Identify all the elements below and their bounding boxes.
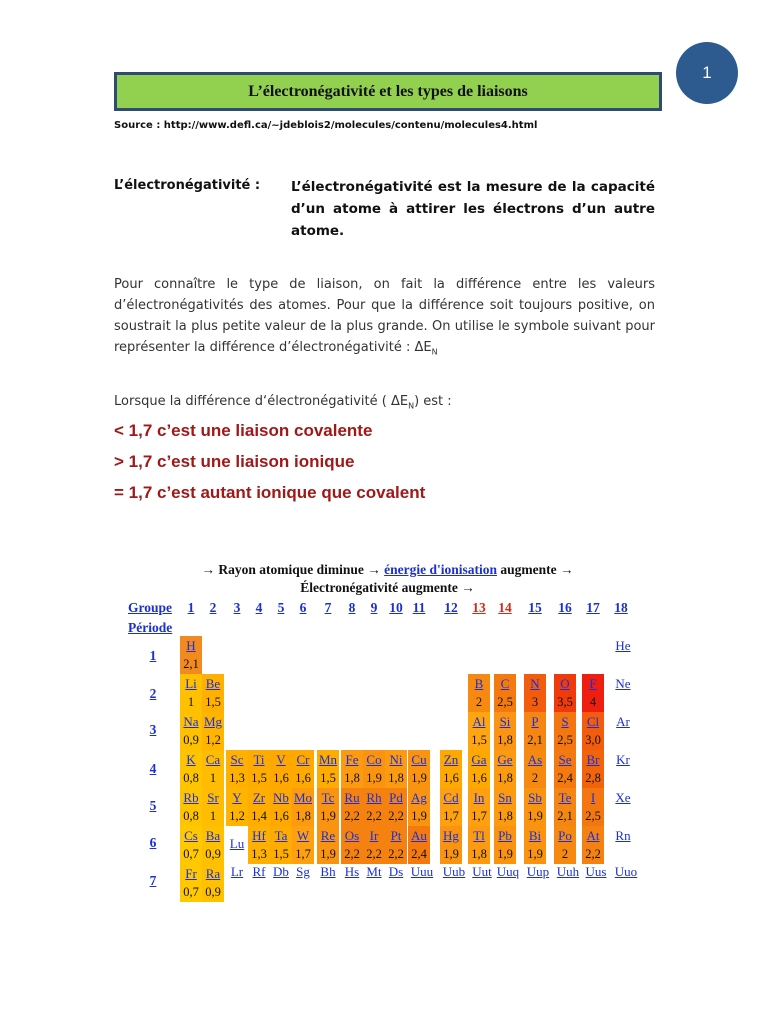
element-symbol[interactable]: Ag	[411, 790, 427, 805]
element-uuo[interactable]: Uuo	[614, 864, 638, 879]
element-symbol[interactable]: Zn	[443, 752, 459, 767]
element-symbol[interactable]: Br	[586, 752, 600, 767]
electronegativity-value: 2,1	[527, 733, 543, 747]
electronegativity-value: 1,8	[388, 771, 404, 785]
element-ru[interactable]	[341, 788, 363, 826]
intro-paragraph	[114, 274, 655, 363]
electronegativity-value: 1,8	[471, 847, 487, 861]
element-ne[interactable]: Ne	[615, 676, 631, 691]
electronegativity-value: 2,2	[388, 809, 404, 823]
element-uub[interactable]: Uub	[442, 864, 466, 879]
element-n[interactable]	[524, 674, 546, 712]
element-k[interactable]	[180, 750, 202, 788]
element-uuq[interactable]: Uuq	[496, 864, 520, 879]
electronegativity-value: 1,7	[471, 809, 487, 823]
element-symbol[interactable]: Li	[185, 676, 197, 691]
electronegativity-value: 1	[187, 695, 195, 709]
electronegativity-value: 1,5	[205, 695, 221, 709]
element-rf[interactable]: Rf	[252, 864, 266, 879]
element-sg[interactable]: Sg	[296, 864, 310, 879]
definition-text: L’électronégativité est la mesure de la capacité d’un atome à attirer les électrons d’un autre atome.	[291, 179, 655, 239]
element-ca[interactable]	[202, 750, 224, 788]
element-os[interactable]	[341, 826, 363, 864]
electronegativity-value: 1,8	[295, 809, 311, 823]
element-symbol[interactable]: B	[474, 676, 484, 691]
element-ag[interactable]	[408, 788, 430, 826]
electronegativity-value: 2,5	[497, 695, 513, 709]
element-sr[interactable]	[202, 788, 224, 826]
header-text-end: augmente →	[500, 562, 574, 577]
element-zr[interactable]	[248, 788, 270, 826]
element-sn[interactable]	[494, 788, 516, 826]
element-symbol[interactable]: Y	[232, 790, 242, 805]
element-s[interactable]	[554, 712, 576, 750]
element-symbol[interactable]: Co	[366, 752, 382, 767]
element-symbol[interactable]: At	[586, 828, 600, 843]
electronegativity-value: 2,4	[557, 771, 573, 785]
period-number-1[interactable]: 1	[149, 648, 157, 663]
electronegativity-value: 0,8	[183, 809, 199, 823]
element-symbol[interactable]: Te	[558, 790, 572, 805]
element-pt[interactable]	[385, 826, 407, 864]
lead-text-end: ) est :	[414, 394, 452, 409]
rule-equal: = 1,7 c’est autant ionique que covalent	[114, 483, 426, 502]
element-be[interactable]	[202, 674, 224, 712]
element-y[interactable]	[226, 788, 248, 826]
electronegativity-value: 1,2	[205, 733, 221, 747]
element-as[interactable]	[524, 750, 546, 788]
element-tc[interactable]	[317, 788, 339, 826]
period-number-4[interactable]: 4	[149, 761, 157, 776]
element-c[interactable]	[494, 674, 516, 712]
group-header-17[interactable]: 17	[586, 600, 600, 615]
period-number-2[interactable]: 2	[149, 686, 157, 701]
element-symbol[interactable]: V	[276, 752, 286, 767]
element-symbol[interactable]: Ra	[205, 866, 221, 881]
element-sc[interactable]	[226, 750, 248, 788]
element-symbol[interactable]: Ni	[389, 752, 403, 767]
element-al[interactable]	[468, 712, 490, 750]
element-lr[interactable]: Lr	[230, 864, 244, 879]
element-ni[interactable]	[385, 750, 407, 788]
rule-ionic: > 1,7 c’est une liaison ionique	[114, 452, 355, 471]
element-ge[interactable]	[494, 750, 516, 788]
element-f[interactable]	[582, 674, 604, 712]
electronegativity-value: 1,8	[344, 771, 360, 785]
electronegativity-value: 2,5	[557, 733, 573, 747]
definition-term: L’électronégativité :	[114, 178, 261, 193]
electronegativity-value: 1,5	[471, 733, 487, 747]
element-cl[interactable]	[582, 712, 604, 750]
element-rn[interactable]: Rn	[615, 828, 631, 843]
element-nb[interactable]	[270, 788, 292, 826]
electronegativity-value: 1,9	[411, 809, 427, 823]
element-mo[interactable]	[292, 788, 314, 826]
electronegativity-value: 2,2	[344, 847, 360, 861]
electronegativity-value: 1,8	[497, 771, 513, 785]
element-in[interactable]	[468, 788, 490, 826]
electronegativity-value: 1,5	[273, 847, 289, 861]
electronegativity-value: 1,2	[229, 809, 245, 823]
electronegativity-value: 2	[531, 771, 539, 785]
element-symbol[interactable]: Cs	[184, 828, 198, 843]
element-symbol[interactable]: Cu	[411, 752, 427, 767]
electronegativity-value: 3	[531, 695, 539, 709]
electronegativity-value: 2,2	[366, 809, 382, 823]
element-symbol[interactable]: Mo	[293, 790, 313, 805]
element-symbol[interactable]: Rb	[183, 790, 199, 805]
electronegativity-value: 1,6	[273, 809, 289, 823]
element-at[interactable]	[582, 826, 604, 864]
element-symbol[interactable]: Au	[411, 828, 427, 843]
element-pb[interactable]	[494, 826, 516, 864]
element-symbol[interactable]: Al	[472, 714, 486, 729]
electronegativity-value: 0,8	[183, 771, 199, 785]
source-line: Source : http://www.defl.ca/~jdeblois2/molecules/contenu/molecules4.html	[114, 120, 538, 131]
group-label[interactable]: Groupe	[128, 600, 173, 615]
group-header-6[interactable]: 6	[299, 600, 307, 615]
group-header-9[interactable]: 9	[370, 600, 378, 615]
element-symbol[interactable]: K	[186, 752, 196, 767]
element-symbol[interactable]: F	[589, 676, 597, 691]
element-symbol[interactable]: I	[590, 790, 596, 805]
group-header-14[interactable]: 14	[498, 600, 512, 615]
element-uus[interactable]: Uus	[585, 864, 607, 879]
lead-subscript: N	[408, 401, 415, 411]
periodic-table	[180, 636, 636, 900]
element-ra[interactable]	[202, 864, 224, 902]
group-header-18[interactable]: 18	[614, 600, 628, 615]
element-symbol[interactable]: Be	[205, 676, 221, 691]
electronegativity-value: 2,4	[411, 847, 427, 861]
element-bi[interactable]	[524, 826, 546, 864]
element-li[interactable]	[180, 674, 202, 712]
group-header-12[interactable]: 12	[444, 600, 458, 615]
element-cr[interactable]	[292, 750, 314, 788]
element-re[interactable]	[317, 826, 339, 864]
electronegativity-value: 1,9	[527, 847, 543, 861]
electronegativity-value: 1,6	[471, 771, 487, 785]
element-symbol[interactable]: Po	[558, 828, 572, 843]
element-mg[interactable]	[202, 712, 224, 750]
element-ba[interactable]	[202, 826, 224, 864]
element-symbol[interactable]: Si	[499, 714, 511, 729]
element-symbol[interactable]: Tc	[321, 790, 335, 805]
electronegativity-value: 1,5	[251, 771, 267, 785]
element-symbol[interactable]: As	[527, 752, 543, 767]
element-symbol[interactable]: Mg	[203, 714, 223, 729]
electronegativity-value: 1,8	[497, 809, 513, 823]
electronegativity-value: 1,6	[273, 771, 289, 785]
electronegativity-value: 2,1	[557, 809, 573, 823]
group-header-5[interactable]: 5	[277, 600, 285, 615]
element-symbol[interactable]: Cd	[443, 790, 459, 805]
element-br[interactable]	[582, 750, 604, 788]
electronegativity-value: 1,3	[229, 771, 245, 785]
element-symbol[interactable]: Tl	[473, 828, 485, 843]
element-ir[interactable]	[363, 826, 385, 864]
element-uup[interactable]: Uup	[526, 864, 550, 879]
element-p[interactable]	[524, 712, 546, 750]
rule-covalent: < 1,7 c’est une liaison covalente	[114, 421, 373, 440]
element-xe[interactable]: Xe	[615, 790, 631, 805]
electronegativity-value: 2,2	[366, 847, 382, 861]
element-fr[interactable]	[180, 864, 202, 902]
element-symbol[interactable]: Pt	[390, 828, 402, 843]
group-header-2[interactable]: 2	[209, 600, 217, 615]
element-ti[interactable]	[248, 750, 270, 788]
element-te[interactable]	[554, 788, 576, 826]
element-tl[interactable]	[468, 826, 490, 864]
electronegativity-value: 1,9	[497, 847, 513, 861]
electronegativity-value: 2,2	[388, 847, 404, 861]
electronegativity-value: 1,8	[497, 733, 513, 747]
group-header-7[interactable]: 7	[324, 600, 332, 615]
rules-lead	[114, 394, 452, 411]
group-header-3[interactable]: 3	[233, 600, 241, 615]
element-w[interactable]	[292, 826, 314, 864]
element-fe[interactable]	[341, 750, 363, 788]
group-header-8[interactable]: 8	[348, 600, 356, 615]
element-po[interactable]	[554, 826, 576, 864]
element-symbol[interactable]: Os	[344, 828, 360, 843]
element-symbol[interactable]: Cl	[586, 714, 600, 729]
electronegativity-value: 1,4	[251, 809, 267, 823]
element-symbol[interactable]: Hf	[252, 828, 266, 843]
element-symbol[interactable]: Ga	[471, 752, 487, 767]
electronegativity-value: 0,9	[205, 847, 221, 861]
element-cs[interactable]	[180, 826, 202, 864]
table-header-line-1	[120, 562, 655, 578]
page-title: L’électronégativité et les types de liaisons	[248, 82, 528, 100]
electronegativity-value: 0,9	[183, 733, 199, 747]
group-header-4[interactable]: 4	[255, 600, 263, 615]
electronegativity-value: 1,5	[320, 771, 336, 785]
electronegativity-value: 3,5	[557, 695, 573, 709]
element-symbol[interactable]: O	[560, 676, 570, 691]
element-mt[interactable]: Mt	[366, 864, 382, 879]
electronegativity-value: 1,7	[443, 809, 459, 823]
element-symbol[interactable]: Ge	[497, 752, 513, 767]
element-si[interactable]	[494, 712, 516, 750]
group-header-10[interactable]: 10	[389, 600, 403, 615]
period-number-6[interactable]: 6	[149, 835, 157, 850]
element-symbol[interactable]: Cr	[296, 752, 310, 767]
element-b[interactable]	[468, 674, 490, 712]
element-symbol[interactable]: Ru	[344, 790, 360, 805]
element-symbol[interactable]: N	[530, 676, 540, 691]
element-ds[interactable]: Ds	[388, 864, 404, 879]
electronegativity-value: 1,9	[320, 847, 336, 861]
page-number: 1	[702, 63, 712, 82]
element-v[interactable]	[270, 750, 292, 788]
element-symbol[interactable]: Pd	[389, 790, 403, 805]
element-uuh[interactable]: Uuh	[556, 864, 580, 879]
element-rb[interactable]	[180, 788, 202, 826]
electronegativity-value: 4	[589, 695, 597, 709]
element-symbol[interactable]: Re	[320, 828, 336, 843]
period-number-7[interactable]: 7	[149, 873, 157, 888]
element-bh[interactable]: Bh	[320, 864, 336, 879]
electronegativity-value: 1,9	[527, 809, 543, 823]
element-co[interactable]	[363, 750, 385, 788]
electronegativity-value: 3,0	[585, 733, 601, 747]
group-header-15[interactable]: 15	[528, 600, 542, 615]
element-symbol[interactable]: Sc	[230, 752, 244, 767]
element-sb[interactable]	[524, 788, 546, 826]
electronegativity-value: 0,7	[183, 885, 199, 899]
group-header-13[interactable]: 13	[472, 600, 486, 615]
element-lu[interactable]: Lu	[229, 836, 245, 851]
electronegativity-value: 0,7	[183, 847, 199, 861]
electronegativity-value: 2	[561, 847, 569, 861]
electronegativity-value: 1,3	[251, 847, 267, 861]
element-symbol[interactable]: Pb	[498, 828, 512, 843]
ionisation-energy-link[interactable]: énergie d'ionisation	[384, 562, 498, 577]
element-symbol[interactable]: In	[473, 790, 485, 805]
electronegativity-value: 1	[209, 809, 217, 823]
electronegativity-value: 1,6	[443, 771, 459, 785]
electronegativity-value: 2,2	[585, 847, 601, 861]
element-au[interactable]	[408, 826, 430, 864]
electronegativity-value: 2,1	[183, 657, 199, 671]
electronegativity-value: 2,2	[344, 809, 360, 823]
group-header-16[interactable]: 16	[558, 600, 572, 615]
table-header-line-2: Électronégativité augmente →	[300, 580, 475, 595]
element-kr[interactable]: Kr	[616, 752, 630, 767]
element-symbol[interactable]: Fr	[185, 866, 197, 881]
element-hf[interactable]	[248, 826, 270, 864]
element-symbol[interactable]: Sr	[207, 790, 219, 805]
intro-paragraph-text: Pour connaître le type de liaison, on fait la différence entre les valeurs d’électronégativités des atomes. Pour que la différence soit toujours positive, on soustrait la plus petite valeur de la plus grande. On utilise le symbole suivant pour représenter la différence d’électronégativité : ΔE	[114, 277, 655, 355]
element-symbol[interactable]: C	[500, 676, 510, 691]
element-ar[interactable]: Ar	[616, 714, 630, 729]
element-db[interactable]: Db	[273, 864, 289, 879]
element-ta[interactable]	[270, 826, 292, 864]
period-label[interactable]: Période	[128, 620, 173, 635]
element-h[interactable]	[180, 636, 202, 674]
element-ga[interactable]	[468, 750, 490, 788]
element-mn[interactable]	[317, 750, 339, 788]
element-cd[interactable]	[440, 788, 462, 826]
element-symbol[interactable]: Ca	[205, 752, 221, 767]
element-symbol[interactable]: Zr	[252, 790, 266, 805]
element-i[interactable]	[582, 788, 604, 826]
electronegativity-value: 1,9	[411, 771, 427, 785]
element-hs[interactable]: Hs	[344, 864, 360, 879]
element-se[interactable]	[554, 750, 576, 788]
element-symbol[interactable]: Ba	[205, 828, 221, 843]
element-symbol[interactable]: Ir	[369, 828, 379, 843]
element-symbol[interactable]: Se	[558, 752, 572, 767]
element-zn[interactable]	[440, 750, 462, 788]
element-symbol[interactable]: Nb	[273, 790, 289, 805]
element-symbol[interactable]: Sn	[498, 790, 512, 805]
electronegativity-value: 2,5	[585, 809, 601, 823]
element-symbol[interactable]: Na	[183, 714, 199, 729]
period-number-3[interactable]: 3	[149, 722, 157, 737]
element-o[interactable]	[554, 674, 576, 712]
electronegativity-value: 2	[475, 695, 483, 709]
page-number-badge	[676, 42, 738, 104]
electronegativity-value: 1,9	[443, 847, 459, 861]
element-symbol[interactable]: Ti	[253, 752, 265, 767]
electronegativity-value: 1,7	[295, 847, 311, 861]
element-hg[interactable]	[440, 826, 462, 864]
element-uut[interactable]: Uut	[472, 864, 492, 879]
element-symbol[interactable]: Bi	[528, 828, 542, 843]
group-header-11[interactable]: 11	[412, 600, 426, 615]
element-rh[interactable]	[363, 788, 385, 826]
element-symbol[interactable]: Hg	[443, 828, 459, 843]
element-symbol[interactable]: Sb	[528, 790, 542, 805]
electronegativity-value: 0,9	[205, 885, 221, 899]
element-pd[interactable]	[385, 788, 407, 826]
element-symbol[interactable]: Ta	[274, 828, 288, 843]
period-number-5[interactable]: 5	[149, 798, 157, 813]
element-cu[interactable]	[408, 750, 430, 788]
element-symbol[interactable]: S	[561, 714, 569, 729]
electronegativity-value: 2,8	[585, 771, 601, 785]
header-text: → Rayon atomique diminue →	[201, 562, 381, 577]
electronegativity-value: 1,9	[320, 809, 336, 823]
electronegativity-value: 1,6	[295, 771, 311, 785]
title-banner	[114, 72, 662, 111]
electronegativity-value: 1,9	[366, 771, 382, 785]
electronegativity-value: 1	[209, 771, 217, 785]
element-na[interactable]	[180, 712, 202, 750]
lead-text: Lorsque la différence d‘électronégativité ( ΔE	[114, 394, 409, 409]
subscript-n: N	[431, 347, 438, 357]
group-header-1[interactable]: 1	[187, 600, 195, 615]
element-symbol[interactable]: H	[186, 638, 196, 653]
element-symbol[interactable]: P	[531, 714, 539, 729]
element-symbol[interactable]: Fe	[345, 752, 359, 767]
element-symbol[interactable]: Rh	[366, 790, 382, 805]
element-symbol[interactable]: W	[296, 828, 310, 843]
element-symbol[interactable]: Mn	[318, 752, 338, 767]
element-uuu[interactable]: Uuu	[410, 864, 434, 879]
element-he[interactable]: He	[615, 638, 631, 653]
